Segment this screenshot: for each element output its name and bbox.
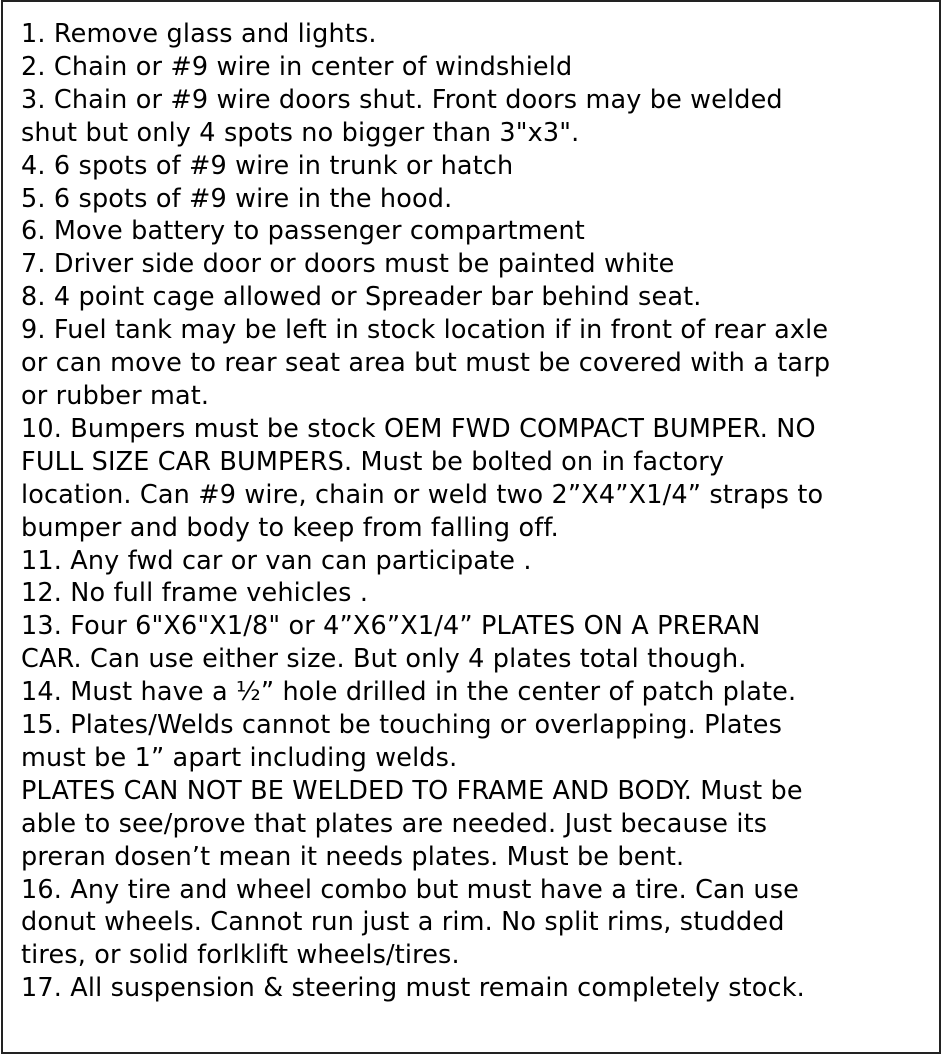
- rule-item: 8. 4 point cage allowed or Spreader bar behind seat.: [21, 282, 702, 313]
- rule-item: 4. 6 spots of #9 wire in trunk or hatch: [21, 150, 514, 181]
- rule-item: 2. Chain or #9 wire in center of windshield: [21, 51, 573, 82]
- rule-item: 12. No full frame vehicles .: [21, 578, 369, 609]
- rule-item: 16. Any tire and wheel combo but must have a tire. Can use donut wheels. Cannot run just a rim. No split rims, studded tires, or solid forlklift wheels/tires.: [21, 874, 799, 971]
- rule-item: 11. Any fwd car or van can participate .: [21, 545, 532, 576]
- rules-list: [21, 18, 936, 1005]
- rule-item: 5. 6 spots of #9 wire in the hood.: [21, 183, 453, 214]
- rule-item: 6. Move battery to passenger compartment: [21, 216, 585, 247]
- rule-item: 14. Must have a ½” hole drilled in the center of patch plate.: [21, 677, 797, 708]
- rule-item: 7. Driver side door or doors must be painted white: [21, 249, 675, 280]
- rule-item: 9. Fuel tank may be left in stock location if in front of rear axle or can move to rear seat area but must be covered with a tarp or rubber mat.: [21, 315, 831, 411]
- rule-item: 10. Bumpers must be stock OEM FWD COMPACT BUMPER. NO FULL SIZE CAR BUMPERS. Must be bolted on in factory location. Can #9 wire, chain or weld two 2”X4”X1/4” straps to bumper and body to keep from falling off.: [21, 413, 824, 543]
- rule-item: 13. Four 6"X6"X1/8" or 4”X6”X1/4” PLATES ON A PRERAN CAR. Can use either size. But only 4 plates total though.: [21, 611, 761, 675]
- rule-item: 15. Plates/Welds cannot be touching or overlapping. Plates must be 1” apart including welds.: [21, 710, 783, 773]
- rule-item: PLATES CAN NOT BE WELDED TO FRAME AND BODY. Must be able to see/prove that plates are needed. Just because its preran dosen’t mean it needs plates. Must be bent.: [21, 775, 803, 872]
- rule-item: 3. Chain or #9 wire doors shut. Front doors may be welded shut but only 4 spots no bigger than 3"x3".: [21, 84, 783, 148]
- rule-item: 1. Remove glass and lights.: [21, 19, 377, 49]
- rule-item: 17. All suspension & steering must remain completely stock.: [21, 973, 805, 1004]
- rules-document-frame: [1, 0, 941, 1054]
